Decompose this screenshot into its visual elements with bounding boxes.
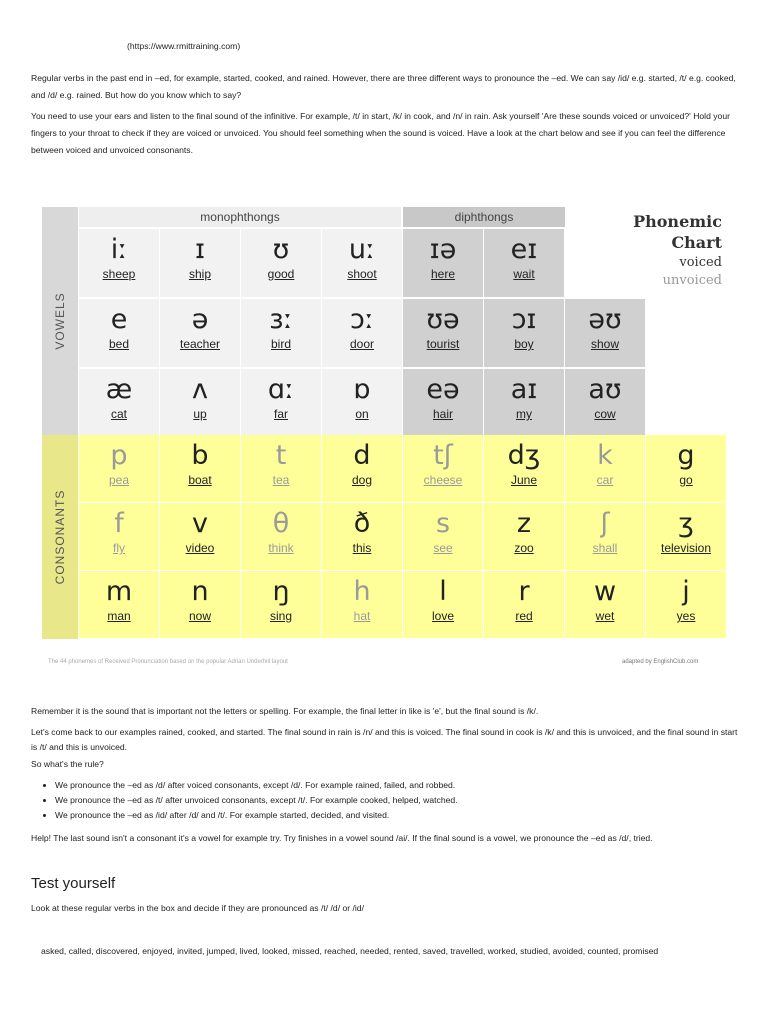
verb-box: asked, called, discovered, enjoyed, invited, jumped, lived, looked, missed, reached, needed, rented, saved, travelled, worked, studied, avoided, counted, promised	[41, 946, 659, 956]
vowel-cell	[241, 299, 321, 367]
chart-legend	[582, 211, 722, 289]
phoneme-symbol: ɔː	[350, 304, 374, 335]
diphthong-cell	[403, 369, 483, 437]
chart-credit: adapted by EnglishClub.com	[622, 659, 699, 665]
phoneme-symbol: s	[435, 508, 451, 539]
vowel-ending-paragraph: Help! The last sound isn't a consonant it's a vowel for example try. Try finishes in a vowel sound /ai/. If the final sound is a vowel, we pronounce the –ed as /d/, tried.	[31, 833, 653, 843]
consonant-cell	[484, 571, 564, 638]
diphthong-cell	[403, 229, 483, 297]
example-word: my	[516, 407, 532, 421]
example-word: wet	[595, 609, 615, 623]
example-word: on	[355, 407, 369, 421]
vowel-cell	[322, 369, 402, 437]
chart-title-line2: Chart	[671, 233, 722, 252]
phoneme-symbol: aʊ	[588, 374, 622, 405]
chart-title-line1: Phonemic	[633, 212, 722, 231]
phoneme-symbol: l	[439, 576, 447, 607]
phoneme-symbol: g	[677, 440, 695, 471]
consonant-cell	[322, 503, 402, 570]
example-word: shoot	[347, 267, 377, 281]
consonant-cell	[241, 503, 321, 570]
example-word: cat	[110, 407, 127, 421]
rule-item: • We pronounce the –ed as /d/ after voiced consonants, except /d/. For example rained, failed, and robbed.	[55, 778, 765, 793]
example-word: sheep	[102, 267, 136, 281]
example-word: cheese	[423, 473, 463, 487]
monophthongs-header: monophthongs	[79, 207, 401, 227]
phoneme-symbol: eə	[426, 374, 460, 405]
phoneme-symbol: uː	[348, 234, 376, 265]
phoneme-symbol: əʊ	[588, 304, 622, 335]
example-word: bed	[108, 337, 130, 351]
phoneme-symbol: t	[275, 440, 287, 471]
example-word: tourist	[426, 337, 460, 351]
vowel-cell	[322, 229, 402, 297]
phoneme-symbol: ʊ	[272, 234, 290, 265]
consonant-cell	[160, 435, 240, 502]
consonant-cell	[241, 571, 321, 638]
phoneme-symbol: ɑː	[267, 374, 295, 405]
example-word: bird	[270, 337, 291, 351]
legend-unvoiced: unvoiced	[662, 273, 722, 288]
consonant-cell	[403, 435, 483, 502]
vowel-cell	[322, 299, 402, 367]
consonant-cell	[646, 435, 726, 502]
consonant-cell	[322, 571, 402, 638]
example-word: love	[431, 609, 454, 623]
phoneme-symbol: ɪ	[194, 234, 206, 265]
phoneme-symbol: ɔɪ	[511, 304, 537, 335]
test-yourself-heading: Test yourself	[31, 875, 116, 892]
phoneme-symbol: h	[353, 576, 371, 607]
phoneme-symbol: ɪə	[429, 234, 457, 265]
rule-question: So what's the rule?	[31, 759, 104, 769]
example-word: go	[679, 473, 693, 487]
phoneme-symbol: æ	[105, 374, 133, 405]
consonant-cell	[403, 571, 483, 638]
diphthongs-header: diphthongs	[403, 207, 565, 227]
example-word: see	[433, 541, 453, 555]
vowel-cell	[241, 229, 321, 297]
example-word: boy	[514, 337, 534, 351]
example-word: June	[510, 473, 538, 487]
phoneme-symbol: n	[191, 576, 209, 607]
vowel-cell	[160, 369, 240, 437]
example-word: dog	[351, 473, 373, 487]
example-word: zoo	[514, 541, 534, 555]
vowel-cell	[160, 299, 240, 367]
intro-paragraph: Regular verbs in the past end in –ed, for example, started, cooked, and rained. However, there are three different ways to pronounce the –ed. We can say /id/ e.g. started, /t/ e.g. cooked, and /d/ e.g. rained. But how do you know which to say?	[31, 73, 736, 100]
rule-item: • We pronounce the –ed as /t/ after unvoiced consonants, except /t/. For example cooked, helped, watched.	[55, 793, 765, 808]
consonant-cell	[484, 435, 564, 502]
rule-item: • We pronounce the –ed as /id/ after /d/ and /t/. For example started, decided, and visited.	[55, 808, 765, 823]
phoneme-symbol: ʒ	[678, 508, 694, 539]
source-link[interactable]: (https://www.rmittraining.com)	[127, 41, 241, 51]
phoneme-symbol: aɪ	[510, 374, 538, 405]
phoneme-symbol: f	[114, 508, 124, 539]
consonant-cell	[160, 571, 240, 638]
chart-caption: The 44 phonemes of Received Pronunciation based on the popular Adrian Underhill layout	[48, 659, 288, 665]
phoneme-symbol: d	[353, 440, 371, 471]
vowel-cell	[160, 229, 240, 297]
consonant-cell	[646, 571, 726, 638]
diphthong-cell	[565, 369, 645, 437]
example-word: boat	[188, 473, 212, 487]
example-word: television	[660, 541, 712, 555]
consonant-cell	[79, 435, 159, 502]
phoneme-symbol: k	[597, 440, 613, 471]
phoneme-symbol: θ	[272, 508, 290, 539]
example-word: sing	[269, 609, 292, 623]
spelling-note-paragraph: Remember it is the sound that is important not the letters or spelling. For example, the final letter in like is 'e', but the final sound is /k/.	[31, 706, 539, 716]
example-word: tea	[272, 473, 290, 487]
example-word: show	[590, 337, 619, 351]
consonant-cell	[322, 435, 402, 502]
phoneme-symbol: ð	[353, 508, 371, 539]
phoneme-symbol: eɪ	[510, 234, 538, 265]
phoneme-symbol: m	[105, 576, 133, 607]
phoneme-symbol: ə	[191, 304, 209, 335]
example-word: here	[430, 267, 456, 281]
example-word: car	[596, 473, 614, 487]
phoneme-symbol: ʃ	[600, 508, 610, 539]
example-word: yes	[676, 609, 696, 623]
consonant-cell	[565, 571, 645, 638]
consonant-cell	[79, 503, 159, 570]
example-word: wait	[513, 267, 535, 281]
example-word: cow	[594, 407, 616, 421]
diphthong-cell	[484, 299, 564, 367]
example-word: man	[107, 609, 131, 623]
consonant-cell	[160, 503, 240, 570]
phoneme-symbol: b	[191, 440, 209, 471]
diphthong-cell	[565, 299, 645, 367]
phoneme-symbol: w	[593, 576, 617, 607]
diphthong-cell	[484, 229, 564, 297]
examples-paragraph: Let's come back to our examples rained, cooked, and started. The final sound in rain is /n/ and this is voiced. The final sound in cook is /k/ and this is unvoiced, and the final sound in start is /t/ and this is unvoiced.	[31, 727, 738, 752]
example-word: door	[349, 337, 375, 351]
phoneme-symbol: iː	[110, 234, 128, 265]
example-word: good	[267, 267, 295, 281]
example-word: fly	[113, 541, 125, 555]
phoneme-symbol: tʃ	[433, 440, 453, 471]
phoneme-symbol: v	[192, 508, 208, 539]
phoneme-symbol: ŋ	[272, 576, 290, 607]
consonant-cell	[484, 503, 564, 570]
example-word: up	[193, 407, 207, 421]
rules-list	[31, 778, 765, 823]
phoneme-symbol: ʊə	[426, 304, 460, 335]
example-word: ship	[188, 267, 211, 281]
vowel-cell	[79, 369, 159, 437]
diphthong-cell	[484, 369, 564, 437]
vowel-cell	[79, 299, 159, 367]
phoneme-symbol: p	[110, 440, 128, 471]
example-word: hair	[432, 407, 453, 421]
example-word: now	[188, 609, 211, 623]
legend-voiced: voiced	[679, 255, 722, 270]
instructions-paragraph: You need to use your ears and listen to the final sound of the infinitive. For example, /t/ in start, /k/ in cook, and /n/ in rain. Ask yourself 'Are these sounds voiced or unvoiced?' Hold your fingers to your throat to check if they are voiced or unvoiced. You should feel something when the sound is voiced. Have a look at the chart below and see if you can feel the difference between voiced and unvoiced consonants.	[31, 111, 730, 155]
example-word: far	[273, 407, 288, 421]
diphthong-cell	[403, 299, 483, 367]
consonant-cell	[565, 503, 645, 570]
example-word: think	[268, 541, 294, 555]
example-word: this	[352, 541, 372, 555]
phoneme-symbol: ɜː	[269, 304, 293, 335]
vowel-cell	[79, 229, 159, 297]
example-word: hat	[353, 609, 371, 623]
vowels-side-label: VOWELS	[42, 207, 78, 435]
test-instructions: Look at these regular verbs in the box and decide if they are pronounced as /t/ /d/ or /id/	[31, 903, 364, 913]
phonemic-chart	[42, 207, 732, 672]
phoneme-symbol: j	[682, 576, 690, 607]
consonants-side-label: CONSONANTS	[42, 435, 78, 639]
phoneme-symbol: r	[518, 576, 530, 607]
phoneme-symbol: ʌ	[192, 374, 208, 405]
consonant-cell	[79, 571, 159, 638]
consonant-cell	[403, 503, 483, 570]
consonant-cell	[646, 503, 726, 570]
vowel-cell	[241, 369, 321, 437]
example-word: shall	[592, 541, 618, 555]
example-word: video	[185, 541, 215, 555]
phoneme-symbol: e	[110, 304, 128, 335]
phoneme-symbol: z	[516, 508, 532, 539]
example-word: teacher	[179, 337, 221, 351]
example-word: red	[515, 609, 533, 623]
phoneme-symbol: dʒ	[507, 440, 541, 471]
example-word: pea	[108, 473, 130, 487]
phoneme-symbol: ɒ	[353, 374, 371, 405]
consonant-cell	[241, 435, 321, 502]
consonant-cell	[565, 435, 645, 502]
